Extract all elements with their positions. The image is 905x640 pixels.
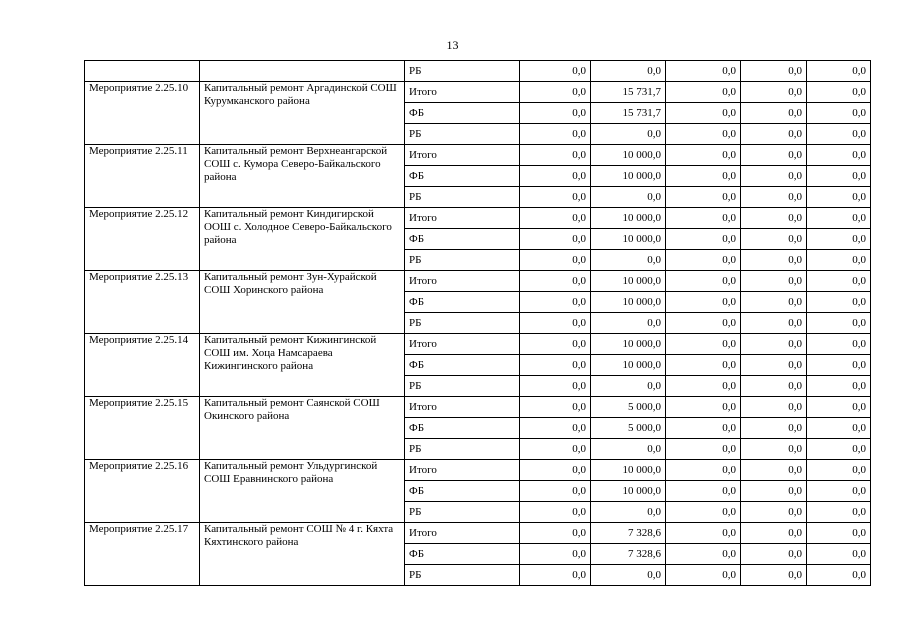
funding-source-cell: ФБ [405, 166, 520, 187]
value-cell: 0,0 [741, 439, 807, 460]
value-cell: 0,0 [520, 355, 591, 376]
value-cell: 0,0 [520, 313, 591, 334]
funding-source-cell: РБ [405, 565, 520, 586]
value-cell: 0,0 [666, 355, 741, 376]
measure-code-cell: Мероприятие 2.25.17 [85, 523, 200, 586]
value-cell: 0,0 [520, 229, 591, 250]
value-cell: 10 000,0 [591, 229, 666, 250]
measure-name-cell: Капитальный ремонт СОШ № 4 г. Кяхта Кяхтинского района [200, 523, 405, 586]
funding-source-cell: РБ [405, 502, 520, 523]
funding-source-cell: Итого [405, 271, 520, 292]
value-cell: 0,0 [666, 397, 741, 418]
budget-table [84, 60, 871, 586]
value-cell: 0,0 [807, 376, 871, 397]
value-cell: 10 000,0 [591, 460, 666, 481]
value-cell: 0,0 [666, 61, 741, 82]
value-cell: 0,0 [807, 334, 871, 355]
value-cell: 0,0 [807, 61, 871, 82]
funding-source-cell: РБ [405, 250, 520, 271]
value-cell: 0,0 [807, 460, 871, 481]
value-cell: 0,0 [666, 460, 741, 481]
funding-source-cell: ФБ [405, 544, 520, 565]
value-cell: 7 328,6 [591, 544, 666, 565]
value-cell: 0,0 [741, 271, 807, 292]
funding-source-cell: РБ [405, 187, 520, 208]
value-cell: 0,0 [520, 103, 591, 124]
funding-source-cell: Итого [405, 397, 520, 418]
value-cell: 0,0 [666, 229, 741, 250]
funding-source-cell: ФБ [405, 229, 520, 250]
value-cell: 0,0 [591, 124, 666, 145]
value-cell: 0,0 [807, 145, 871, 166]
value-cell: 10 000,0 [591, 334, 666, 355]
measure-name-cell: Капитальный ремонт Киндигирской ООШ с. Холодное Северо-Байкальского района [200, 208, 405, 271]
value-cell: 0,0 [807, 124, 871, 145]
value-cell: 0,0 [591, 187, 666, 208]
value-cell: 15 731,7 [591, 103, 666, 124]
measure-code-cell: Мероприятие 2.25.11 [85, 145, 200, 208]
value-cell: 0,0 [741, 103, 807, 124]
value-cell: 0,0 [666, 124, 741, 145]
measure-code-cell: Мероприятие 2.25.12 [85, 208, 200, 271]
value-cell: 0,0 [741, 313, 807, 334]
value-cell: 0,0 [520, 292, 591, 313]
funding-source-cell: РБ [405, 376, 520, 397]
value-cell: 0,0 [666, 376, 741, 397]
measure-code-cell [85, 61, 200, 82]
measure-name-cell: Капитальный ремонт Верхнеангарской СОШ с. Кумора Северо-Байкальского района [200, 145, 405, 208]
value-cell: 0,0 [666, 502, 741, 523]
table-row [85, 82, 871, 103]
table-row [85, 397, 871, 418]
measure-code-cell: Мероприятие 2.25.13 [85, 271, 200, 334]
table-row [85, 61, 871, 82]
value-cell: 10 000,0 [591, 145, 666, 166]
measure-code-cell: Мероприятие 2.25.14 [85, 334, 200, 397]
value-cell: 0,0 [520, 397, 591, 418]
funding-source-cell: Итого [405, 334, 520, 355]
table-row [85, 523, 871, 544]
value-cell: 0,0 [520, 208, 591, 229]
value-cell: 10 000,0 [591, 355, 666, 376]
funding-source-cell: ФБ [405, 418, 520, 439]
funding-source-cell: ФБ [405, 355, 520, 376]
funding-source-cell: Итого [405, 208, 520, 229]
value-cell: 0,0 [741, 481, 807, 502]
value-cell: 0,0 [520, 145, 591, 166]
value-cell: 0,0 [741, 208, 807, 229]
value-cell: 0,0 [741, 355, 807, 376]
value-cell: 5 000,0 [591, 418, 666, 439]
table-row [85, 145, 871, 166]
value-cell: 0,0 [807, 523, 871, 544]
value-cell: 0,0 [666, 82, 741, 103]
value-cell: 0,0 [807, 313, 871, 334]
value-cell: 0,0 [666, 271, 741, 292]
funding-source-cell: ФБ [405, 103, 520, 124]
value-cell: 0,0 [520, 124, 591, 145]
measure-name-cell: Капитальный ремонт Аргадинской СОШ Курумканского района [200, 82, 405, 145]
value-cell: 15 731,7 [591, 82, 666, 103]
funding-source-cell: РБ [405, 61, 520, 82]
value-cell: 10 000,0 [591, 166, 666, 187]
value-cell: 0,0 [807, 82, 871, 103]
value-cell: 0,0 [666, 145, 741, 166]
funding-source-cell: Итого [405, 460, 520, 481]
value-cell: 0,0 [666, 481, 741, 502]
measure-code-cell: Мероприятие 2.25.10 [85, 82, 200, 145]
value-cell: 0,0 [591, 61, 666, 82]
value-cell: 0,0 [807, 229, 871, 250]
value-cell: 0,0 [807, 250, 871, 271]
value-cell: 0,0 [741, 166, 807, 187]
value-cell: 0,0 [741, 187, 807, 208]
value-cell: 0,0 [591, 250, 666, 271]
value-cell: 0,0 [520, 61, 591, 82]
table-body [85, 61, 871, 586]
value-cell: 0,0 [591, 502, 666, 523]
value-cell: 0,0 [520, 187, 591, 208]
value-cell: 0,0 [807, 208, 871, 229]
table-row [85, 334, 871, 355]
value-cell: 0,0 [807, 418, 871, 439]
funding-source-cell: Итого [405, 145, 520, 166]
value-cell: 0,0 [741, 397, 807, 418]
value-cell: 0,0 [807, 397, 871, 418]
value-cell: 0,0 [520, 250, 591, 271]
value-cell: 0,0 [666, 313, 741, 334]
value-cell: 0,0 [520, 481, 591, 502]
value-cell: 0,0 [666, 187, 741, 208]
value-cell: 7 328,6 [591, 523, 666, 544]
value-cell: 0,0 [741, 292, 807, 313]
value-cell: 0,0 [741, 376, 807, 397]
value-cell: 0,0 [807, 565, 871, 586]
value-cell: 0,0 [807, 103, 871, 124]
value-cell: 0,0 [666, 523, 741, 544]
page-number: 13 [446, 38, 459, 52]
value-cell: 0,0 [741, 418, 807, 439]
value-cell: 0,0 [741, 460, 807, 481]
value-cell: 0,0 [520, 271, 591, 292]
value-cell: 0,0 [666, 208, 741, 229]
value-cell: 0,0 [520, 544, 591, 565]
value-cell: 0,0 [520, 439, 591, 460]
value-cell: 0,0 [520, 166, 591, 187]
value-cell: 0,0 [741, 61, 807, 82]
value-cell: 10 000,0 [591, 292, 666, 313]
funding-source-cell: Итого [405, 82, 520, 103]
table-row [85, 208, 871, 229]
funding-source-cell: РБ [405, 124, 520, 145]
funding-source-cell: ФБ [405, 292, 520, 313]
value-cell: 0,0 [807, 544, 871, 565]
value-cell: 0,0 [666, 250, 741, 271]
value-cell: 0,0 [666, 565, 741, 586]
value-cell: 0,0 [666, 103, 741, 124]
value-cell: 0,0 [807, 502, 871, 523]
value-cell: 0,0 [520, 523, 591, 544]
table-row [85, 460, 871, 481]
measure-name-cell: Капитальный ремонт Зун-Хурайской СОШ Хоринского района [200, 271, 405, 334]
value-cell: 0,0 [741, 502, 807, 523]
measure-name-cell: Капитальный ремонт Саянской СОШ Окинского района [200, 397, 405, 460]
value-cell: 0,0 [741, 229, 807, 250]
measure-name-cell [200, 61, 405, 82]
value-cell: 0,0 [666, 544, 741, 565]
value-cell: 0,0 [591, 376, 666, 397]
value-cell: 0,0 [520, 502, 591, 523]
value-cell: 0,0 [807, 187, 871, 208]
value-cell: 0,0 [807, 439, 871, 460]
value-cell: 0,0 [520, 376, 591, 397]
value-cell: 0,0 [520, 460, 591, 481]
value-cell: 0,0 [520, 334, 591, 355]
value-cell: 0,0 [741, 523, 807, 544]
value-cell: 0,0 [520, 565, 591, 586]
value-cell: 0,0 [591, 313, 666, 334]
value-cell: 0,0 [666, 292, 741, 313]
measure-name-cell: Капитальный ремонт Кижингинской СОШ им. Хоца Намсараева Кижингинского района [200, 334, 405, 397]
value-cell: 10 000,0 [591, 208, 666, 229]
value-cell: 0,0 [807, 355, 871, 376]
value-cell: 0,0 [807, 481, 871, 502]
value-cell: 0,0 [741, 544, 807, 565]
table-row [85, 271, 871, 292]
value-cell: 0,0 [591, 439, 666, 460]
measure-code-cell: Мероприятие 2.25.16 [85, 460, 200, 523]
value-cell: 0,0 [807, 292, 871, 313]
value-cell: 0,0 [666, 439, 741, 460]
value-cell: 0,0 [741, 124, 807, 145]
value-cell: 0,0 [591, 565, 666, 586]
measure-code-cell: Мероприятие 2.25.15 [85, 397, 200, 460]
value-cell: 0,0 [520, 418, 591, 439]
value-cell: 10 000,0 [591, 271, 666, 292]
value-cell: 0,0 [741, 145, 807, 166]
value-cell: 0,0 [666, 166, 741, 187]
funding-source-cell: ФБ [405, 481, 520, 502]
value-cell: 0,0 [520, 82, 591, 103]
value-cell: 0,0 [741, 565, 807, 586]
value-cell: 0,0 [807, 166, 871, 187]
value-cell: 0,0 [741, 82, 807, 103]
value-cell: 0,0 [807, 271, 871, 292]
value-cell: 5 000,0 [591, 397, 666, 418]
funding-source-cell: РБ [405, 313, 520, 334]
funding-source-cell: Итого [405, 523, 520, 544]
value-cell: 10 000,0 [591, 481, 666, 502]
value-cell: 0,0 [741, 334, 807, 355]
funding-source-cell: РБ [405, 439, 520, 460]
value-cell: 0,0 [666, 334, 741, 355]
value-cell: 0,0 [666, 418, 741, 439]
value-cell: 0,0 [741, 250, 807, 271]
measure-name-cell: Капитальный ремонт Ульдургинской СОШ Еравнинского района [200, 460, 405, 523]
